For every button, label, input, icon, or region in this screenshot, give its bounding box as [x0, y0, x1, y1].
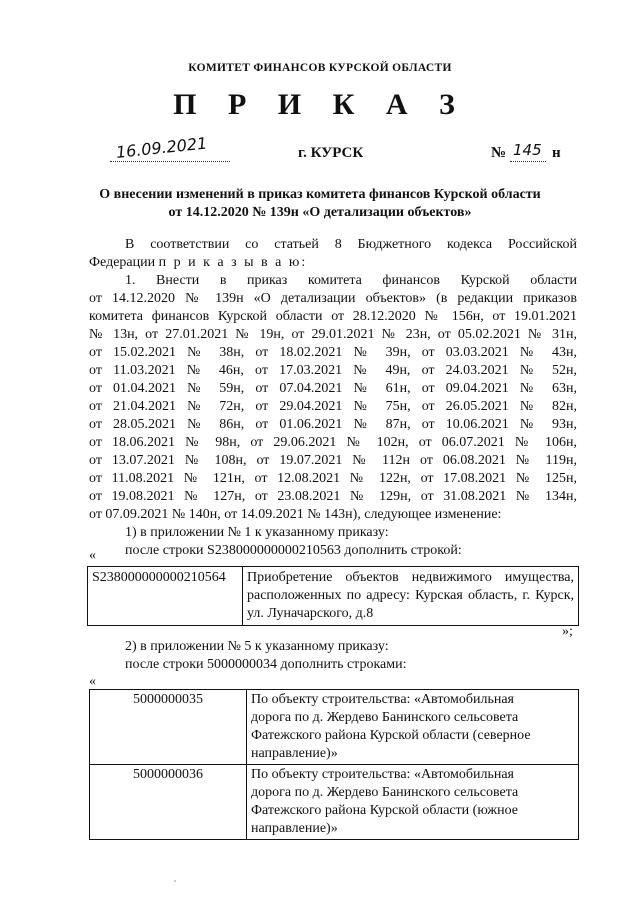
description-line: Фатежского района Курской области (северное — [251, 728, 531, 743]
document-title: П Р И К А З — [173, 88, 467, 121]
sub2-title: 2) в приложении № 5 к указанному приказу: — [125, 639, 389, 654]
quote-open-1: « — [89, 548, 96, 563]
subject-line-1: О внесении изменений в приказ комитета финансов Курской области — [99, 187, 541, 202]
item-1-paragraph — [89, 272, 577, 524]
quote-open-2: « — [89, 674, 96, 689]
table-row — [90, 690, 579, 765]
object-code: 5000000035 — [90, 690, 247, 765]
item-1-line: № 13н, от 27.01.2021 № 19н, от 29.01.2021 № 23н, от 05.02.2021 № 31н, — [89, 327, 577, 342]
document-subject — [60, 186, 580, 222]
object-code: S238000000000210564 — [88, 567, 243, 626]
subject-line-2: от 14.12.2020 № 139н «О детализации объектов» — [168, 205, 472, 220]
item-1-line: от 21.04.2021 № 72н, от 29.04.2021 № 75н, от 26.05.2021 № 82н, — [89, 399, 577, 414]
description-line: дорога по д. Жердево Банинского сельсовета — [251, 785, 519, 800]
object-description — [247, 765, 579, 840]
item-1-line: от 11.08.2021 № 121н, от 12.08.2021 № 122н, от 17.08.2021 № 125н, — [89, 471, 577, 486]
appendix-1-table — [87, 566, 579, 626]
table-row — [88, 567, 579, 626]
handwritten-number: 145 — [513, 141, 542, 159]
intro-line-2-b: п р и к а з ы в а ю: — [158, 255, 308, 270]
number-suffix: н — [552, 145, 561, 161]
item-1-line: от 19.08.2021 № 127н, от 23.08.2021 № 129н, от 31.08.2021 № 134н, — [89, 489, 577, 504]
sub1-after: после строки S238000000000210563 дополнить строкой: — [125, 543, 462, 558]
intro-line-2 — [89, 254, 577, 272]
description-line: дорога по д. Жердево Банинского сельсовета — [251, 710, 519, 725]
object-description: Приобретение объектов недвижимого имущества, расположенных по адресу: Курская область, г. Курск, ул. Луначарского, д.8 — [243, 567, 579, 626]
date-underline — [110, 161, 230, 162]
meta-row — [0, 133, 640, 169]
description-line: По объекту строительства: «Автомобильная — [251, 692, 514, 707]
number-underline — [510, 161, 546, 162]
description-line: направление)» — [251, 821, 338, 836]
item-1-line: от 07.09.2021 № 140н, от 14.09.2021 № 143н), следующее изменение: — [89, 507, 502, 522]
sub2-after: после строки 5000000034 дополнить строками: — [125, 657, 407, 672]
item-1-line: от 14.12.2020 № 139н «О детализации объектов» (в редакции приказов — [89, 291, 577, 306]
object-code: 5000000036 — [90, 765, 247, 840]
scan-speck — [174, 880, 176, 882]
body-text — [89, 236, 577, 560]
committee-name: КОМИТЕТ ФИНАНСОВ КУРСКОЙ ОБЛАСТИ — [188, 62, 452, 74]
description-line: По объекту строительства: «Автомобильная — [251, 767, 514, 782]
number-sign: № — [491, 145, 507, 161]
intro-line-1: В соответствии со статьей 8 Бюджетного кодекса Российской — [125, 237, 577, 252]
quote-close-1: »; — [562, 624, 573, 639]
table-row — [90, 765, 579, 840]
item-1-line: от 13.07.2021 № 108н, от 19.07.2021 № 112н от 06.08.2021 № 119н, — [89, 453, 577, 468]
object-description — [247, 690, 579, 765]
item-1-line: комитета финансов Курской области от 28.12.2020 № 156н, от 19.01.2021 — [89, 309, 577, 324]
item-1-line: от 01.04.2021 № 59н, от 07.04.2021 № 61н, от 09.04.2021 № 63н, — [89, 381, 577, 396]
description-line: Фатежского района Курской области (южное — [251, 803, 518, 818]
intro-line-2-a: Федерации — [89, 255, 156, 270]
item-1-line: от 11.03.2021 № 46н, от 17.03.2021 № 49н, от 24.03.2021 № 52н, — [89, 363, 577, 378]
item-1-line: от 15.02.2021 № 38н, от 18.02.2021 № 39н, от 03.03.2021 № 43н, — [89, 345, 577, 360]
item-1-line: от 18.06.2021 № 98н, от 29.06.2021 № 102н, от 06.07.2021 № 106н, — [89, 435, 577, 450]
city: г. КУРСК — [298, 145, 364, 161]
description-line: направление)» — [251, 746, 338, 761]
item-1-line: от 28.05.2021 № 86н, от 01.06.2021 № 87н, от 10.06.2021 № 93н, — [89, 417, 577, 432]
handwritten-date: 16.09.2021 — [115, 133, 209, 162]
sub1-title: 1) в приложении № 1 к указанному приказу: — [125, 525, 389, 540]
appendix-5-table — [89, 689, 579, 840]
item-1-line: 1. Внести в приказ комитета финансов Курской области — [125, 273, 577, 288]
